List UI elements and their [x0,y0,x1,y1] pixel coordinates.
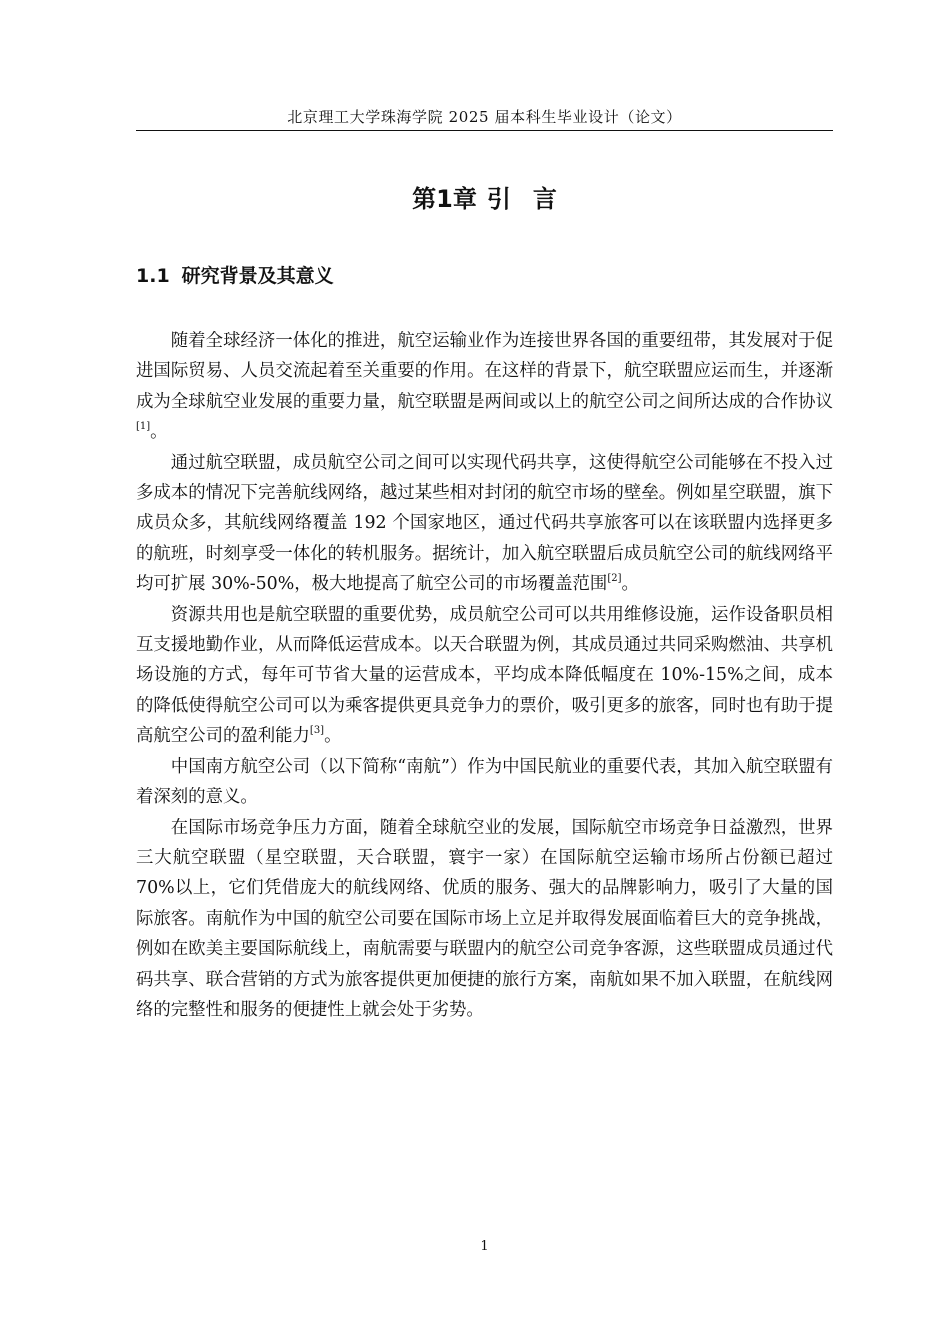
body-text [136,326,833,1025]
header-divider [136,130,833,131]
chapter-title-part2: 言 [532,185,557,213]
chapter-title [136,182,833,216]
citation-ref[interactable]: [2] [607,573,622,585]
section-number: 1.1 [136,265,170,287]
section-title-text: 研究背景及其意义 [181,265,334,287]
paragraph-text: 随着全球经济一体化的推进，航空运输业作为连接世界各国的重要纽带，其发展对于促进国际贸易、人员交流起着至关重要的作用。在这样的背景下，航空联盟应运而生，并逐渐成为全球航空业发展的重要力量，航空联盟是两间或以上的航空公司之间所达成的合作协议 [136,331,833,412]
paragraph-text: 资源共用也是航空联盟的重要优势，成员航空公司可以共用维修设施，运作设备职员相互支援地勤作业，从而降低运营成本。以天合联盟为例，其成员通过共同采购燃油、共享机场设施的方式，每年可节省大量的运营成本，平均成本降低幅度在 10%-15%之间，成本的降低使得航空公司可以为乘客提供更具竞争力的票价，吸引更多的旅客，同时也有助于提高航空公司的盈利能力 [136,604,833,747]
paragraph [136,813,833,1026]
chapter-unit: 章 [452,185,477,213]
paragraph-end: 。 [621,574,639,595]
chapter-number: 1 [436,185,453,213]
paragraph-text: 通过航空联盟，成员航空公司之间可以实现代码共享，这使得航空公司能够在不投入过多成本的情况下完善航线网络，越过某些相对封闭的航空市场的壁垒。例如星空联盟，旗下成员众多，其航线网络覆盖 192 个国家地区，通过代码共享旅客可以在该联盟内选择更多的航班，时刻享受一体化的转机服务。据统计，加入航空联盟后成员航空公司的航线网络平均可扩展 30%-50%，极大地提高了航空公司的市场覆盖范围 [136,452,833,595]
citation-ref[interactable]: [1] [136,421,151,433]
citation-ref[interactable]: [3] [309,725,325,737]
paragraph-text: 中国南方航空公司（以下简称“南航”）作为中国民航业的重要代表，其加入航空联盟有着深刻的意义。 [136,756,833,808]
section-heading [136,262,334,290]
running-header: 北京理工大学珠海学院 2025 届本科生毕业设计（论文） [287,108,682,126]
chapter-title-part1: 引 [486,185,511,213]
chapter-label: 第 [412,185,437,213]
paragraph-text: 在国际市场竞争压力方面，随着全球航空业的发展，国际航空市场竞争日益激烈，世界三大航空联盟（星空联盟，天合联盟，寰宇一家）在国际航空运输市场所占份额已超过 70%以上，它们凭借庞大的航线网络、优质的服务、强大的品牌影响力，吸引了大量的国际旅客。南航作为中国的航空公司要在国际市场上立足并取得发展面临着巨大的竞争挑战，例如在欧美主要国际航线上，南航需要与联盟内的航空公司竞争客源，这些联盟成员通过代码共享、联合营销的方式为旅客提供更加便捷的旅行方案，南航如果不加入联盟，在航线网络的完整性和服务的便捷性上就会处于劣势。 [136,817,833,1020]
paragraph [136,600,833,752]
paragraph-end: 。 [324,726,342,747]
paragraph [136,752,833,813]
paragraph [136,448,833,600]
page-number: 1 [480,1239,489,1254]
paragraph [136,326,833,448]
paragraph-end: 。 [150,422,168,443]
